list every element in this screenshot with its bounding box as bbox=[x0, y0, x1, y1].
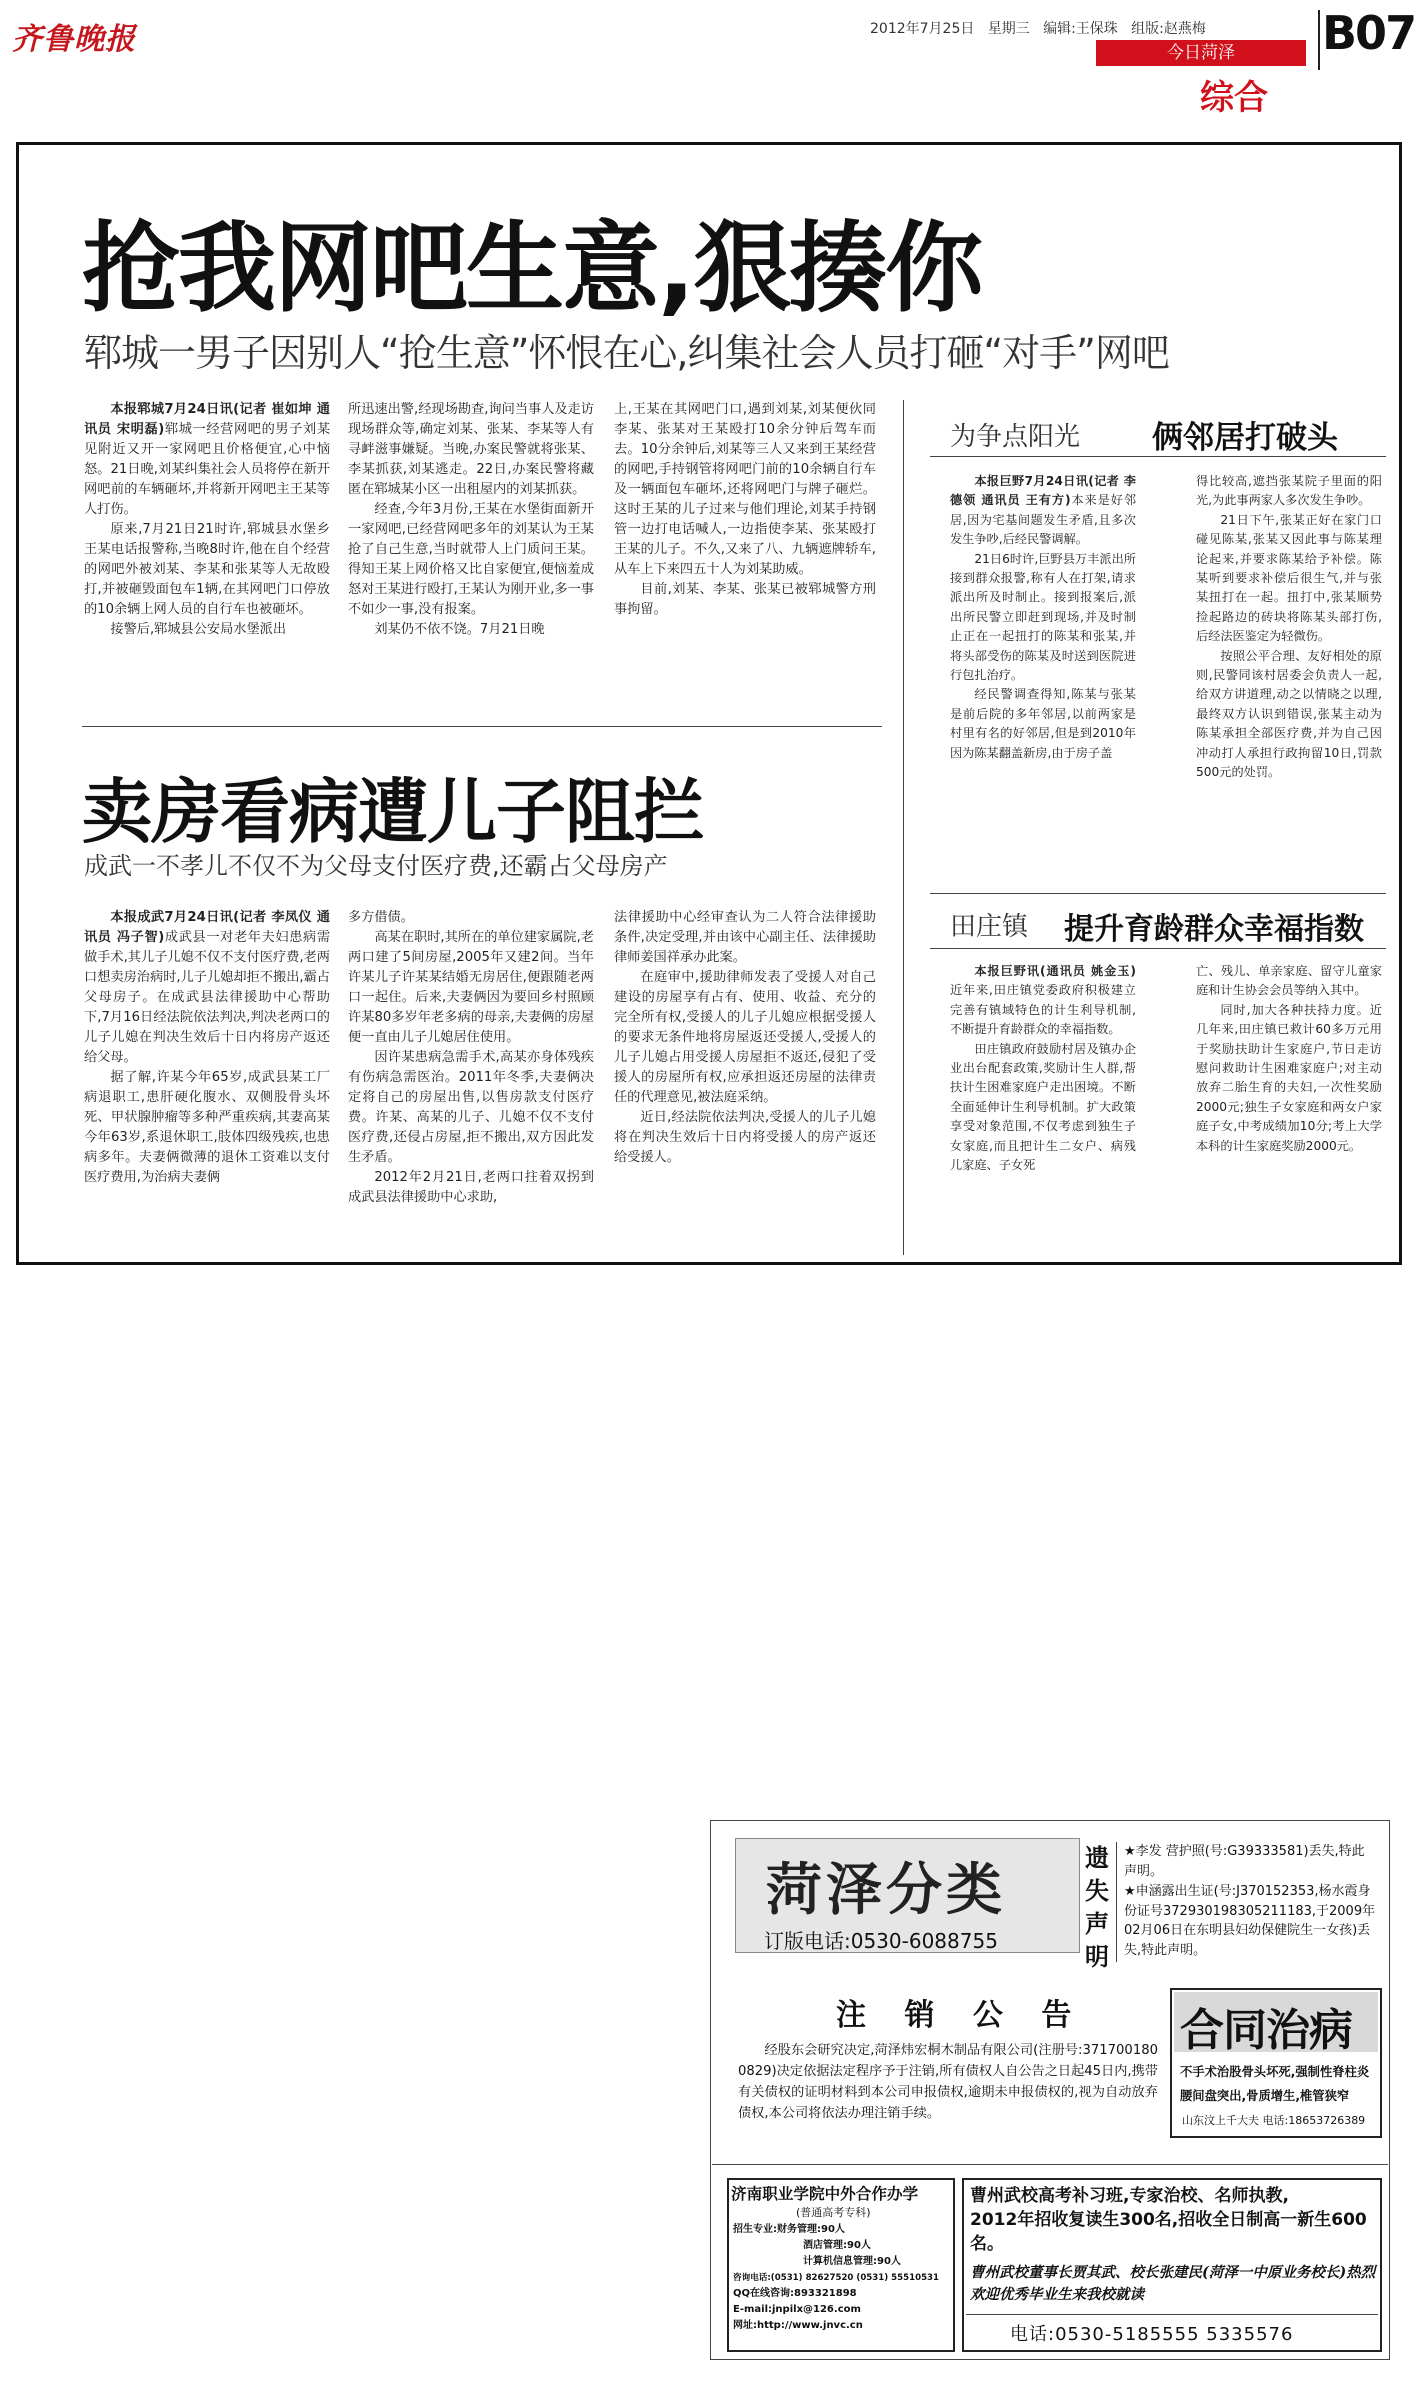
notice-title: 注 销 公 告 bbox=[836, 1998, 1086, 2033]
wuxiao-phone-rule bbox=[966, 2314, 1378, 2315]
article-column bbox=[1196, 472, 1382, 904]
wuxiao-text bbox=[970, 2184, 1376, 2256]
newspaper-logo: 齐鲁晚报 bbox=[12, 22, 136, 57]
hetong-title: 合同治病 bbox=[1180, 2005, 1352, 2056]
editor-credit: 编辑:王保珠 bbox=[1043, 21, 1118, 37]
paragraph: 得比较高,遮挡张某院子里面的阳光,为此事两家人多次发生争吵。 bbox=[1196, 474, 1382, 508]
headline-rule bbox=[930, 948, 1386, 949]
school-line: 计算机信息管理:90人 bbox=[803, 2256, 901, 2267]
dateline: 本报巨野7月24日讯(记者 李德领 通讯员 王有方) bbox=[950, 474, 1136, 508]
article-column bbox=[1196, 962, 1382, 1254]
section-tag: 今日菏泽 bbox=[1096, 40, 1306, 66]
hetong-line: 腰间盘突出,骨质增生,椎管狭窄 bbox=[1180, 2089, 1350, 2103]
paragraph: 据了解,许某今年65岁,成武县某工厂病退职工,患肝硬化腹水、双侧股骨头坏死、甲状腺肿瘤等多种严重疾病,其妻高某今年63岁,系退休职工,肢体四级残疾,也患病多年。夫妻俩微薄的退休工资难以支付医疗费用,为治病夫妻俩 bbox=[84, 1070, 330, 1185]
page-number: B07 bbox=[1322, 6, 1416, 60]
wuxiao-line: 曹州武校高考补习班,专家治校、名师执教, bbox=[970, 2186, 1289, 2206]
article-kicker: 田庄镇 bbox=[950, 912, 1029, 942]
paragraph: 本来是好邻居,因为宅基间题发生矛盾,且多次发生争吵,后经民警调解。 bbox=[950, 493, 1136, 547]
paragraph: 成武县一对老年夫妇患病需做手术,其儿子儿媳不仅不支付医疗费,老两口想卖房治病时,儿子儿媳却拒不搬出,霸占父母房子。在成武县法律援助中心帮助下,7月16日经法院依法判决,判决老两口的儿子儿媳在判决生效后十日内将房产返还给父母。 bbox=[84, 930, 330, 1065]
paragraph: 近日,经法院依法判决,受援人的儿子儿媳将在判决生效后十日内将受援人的房产返还给受援人。 bbox=[614, 1110, 876, 1165]
wuxiao-phone: 电话:0530-5185555 5335576 bbox=[1010, 2324, 1294, 2345]
classifieds-title: 菏泽分类 bbox=[766, 1857, 1006, 1923]
school-details bbox=[733, 2222, 951, 2334]
paragraph: 近年来,田庄镇党委政府积极建立完善有镇域特色的计生利导机制,不断提升育龄群众的幸福指数。 bbox=[950, 983, 1136, 1037]
paragraph: 同时,加大各种扶持力度。近几年来,田庄镇已救计60多万元用于奖励扶助计生家庭户,节日走访慰问救助计生困难家庭户;对主动放弃二胎生育的夫妇,一次性奖励2000元;独生子女家庭和两女户家庭子女,中考成绩加10分;考上大学本科的计生家庭奖励2000元。 bbox=[1196, 1002, 1382, 1153]
hetong-contact: 山东汶上千大夫 电话:18653726389 bbox=[1182, 2114, 1366, 2127]
paragraph: 21日下午,张某正好在家门口碰见陈某,张某又因此事与陈某理论起来,并要求陈某给予补偿。陈某听到要求补偿后很生气,并与张某扭打在一起。扭打中,张某顺势捡起路边的砖块将陈某头部打伤,后经法医鉴定为轻微伤。 bbox=[1196, 512, 1382, 644]
classifieds-phone: 订版电话:0530-6088755 bbox=[764, 1929, 998, 1953]
school-line: QQ在线咨询:893321898 bbox=[733, 2288, 857, 2299]
paragraph: 亡、残儿、单亲家庭、留守儿童家庭和计生协会会员等纳入其中。 bbox=[1196, 964, 1382, 998]
paragraph: 因许某患病急需手术,高某亦身体残疾有伤病急需医治。2011年冬季,夫妻俩决定将自己的房屋出售,以售房款支付医疗费。许某、高某的儿子、儿媳不仅不支付医疗费,还侵占房屋,拒不搬出,双方因此发生矛盾。 bbox=[348, 1050, 594, 1165]
article-column bbox=[614, 908, 876, 1253]
paragraph: 郓城一经营网吧的男子刘某见附近又开一家网吧且价格便宜,心中恼怒。21日晚,刘某纠集社会人员将停在新开网吧前的车辆砸坏,并将新开网吧主王某等人打伤。 bbox=[84, 422, 330, 517]
paragraph: 法律援助中心经审查认为二人符合法律援助条件,决定受理,并由该中心副主任、法律援助律师姜国祥承办此案。 bbox=[614, 910, 876, 965]
header-divider bbox=[1318, 10, 1320, 70]
article-column bbox=[950, 962, 1136, 1254]
school-line: 招生专业:财务管理:90人 bbox=[733, 2224, 845, 2235]
headline-rule bbox=[930, 456, 1386, 457]
article-column bbox=[84, 400, 330, 720]
article-divider bbox=[82, 726, 882, 727]
classifieds-divider bbox=[712, 2164, 1388, 2165]
wuxiao-slogan: 曹州武校董事长贾其武、校长张建民(菏泽一中原业务校长)热烈欢迎优秀毕业生来我校就读 bbox=[970, 2264, 1376, 2303]
article-column bbox=[348, 908, 594, 1253]
paragraph: 经民警调查得知,陈某与张某是前后院的多年邻居,以前两家是村里有名的好邻居,但是到2010年因为陈某翻盖新房,由于房子盖 bbox=[950, 687, 1136, 760]
article-headline: 提升育龄群众幸福指数 bbox=[1064, 912, 1364, 947]
article-headline: 抢我网吧生意,狠揍你 bbox=[82, 212, 982, 326]
column-divider bbox=[903, 400, 904, 1255]
paragraph: 21日6时许,巨野县万丰派出所接到群众报警,称有人在打架,请求派出所及时制止。接到报案后,派出所民警立即赶到现场,并及时制止正在一起扭打的陈某和张某,并将头部受伤的陈某及时送到医院进行包扎治疗。 bbox=[950, 551, 1136, 683]
article-kicker: 为争点阳光 bbox=[950, 422, 1081, 452]
paragraph: 田庄镇政府鼓励村居及镇办企业出台配套政策,奖励计生人群,帮扶计生困难家庭户走出困境。不断全面延伸计生利导机制。扩大政策享受对象范围,不仅考虑到独生子女家庭,而且把计生二女户、病残儿家庭、子女死 bbox=[950, 1041, 1136, 1173]
school-line: 酒店管理:90人 bbox=[803, 2240, 871, 2251]
school-line: 网址:http://www.jnvc.cn bbox=[733, 2320, 863, 2331]
dateline: 本报成武7月24日讯(记者 李凤仪 通讯员 冯子智) bbox=[84, 910, 330, 945]
article-headline: 卖房看病遭儿子阻拦 bbox=[82, 771, 703, 853]
paragraph: 经查,今年3月份,王某在水堡街面新开一家网吧,已经营网吧多年的刘某认为王某抢了自己生意,当时就带人上门质问王某。得知王某上网价格又比自家便宜,便恼羞成怒对王某进行殴打,王某认为刚开业,多一事不如少一事,没有报案。 bbox=[348, 502, 594, 617]
issue-weekday: 星期三 bbox=[987, 21, 1030, 37]
paragraph: 高某在职时,其所在的单位建家属院,老两口建了5间房屋,2005年又建2间。当年许某儿子许某某结婚无房居住,便跟随老两口一起住。后来,夫妻俩因为要回乡村照顾许某80多岁年老多病的母亲,夫妻俩的房屋便一直由儿子儿媳居住使用。 bbox=[348, 930, 594, 1045]
article-divider bbox=[930, 893, 1386, 894]
article-column bbox=[614, 400, 876, 720]
paragraph: 2012年2月21日,老两口拄着双拐到成武县法律援助中心求助, bbox=[348, 1170, 594, 1205]
school-line: 咨询电话:(0531) 82627520 (0531) 55510531 bbox=[733, 2273, 940, 2283]
hetong-line: 不手术治股骨头坏死,强制性脊柱炎 bbox=[1180, 2065, 1370, 2079]
lost-notice-divider bbox=[1116, 1842, 1117, 1962]
paragraph: 原来,7月21日21时许,郓城县水堡乡王某电话报警称,当晚8时许,他在自个经营的网吧外被刘某、李某和张某等人无故殴打,并被砸毁面包车1辆,在其网吧门口停放的10余辆上网人员的自行车也被砸坏。 bbox=[84, 522, 330, 617]
lost-notice-label: 遗失声明 bbox=[1085, 1844, 1109, 1971]
article-column bbox=[84, 908, 330, 1253]
paragraph: 在庭审中,援助律师发表了受援人对自己建设的房屋享有占有、使用、收益、充分的完全所有权,受援人的儿子儿媳应根据受援人的要求无条件地将房屋返还受援人,受援人的儿子儿媳占用受援人房屋拒不返还,侵犯了受援人的房屋所有权,应承担返还房屋的法律责任的代理意见,被法庭采纳。 bbox=[614, 970, 876, 1105]
paragraph: 接警后,郓城县公安局水堡派出 bbox=[110, 622, 287, 637]
designer-credit: 组版:赵燕梅 bbox=[1131, 21, 1206, 37]
school-title: 济南职业学院中外合作办学 bbox=[731, 2185, 919, 2203]
paragraph: 所迅速出警,经现场勘查,询问当事人及走访现场群众等,确定刘某、张某、李某等人有寻衅滋事嫌疑。当晚,办案民警就将张某、李某抓获,刘某逃走。22日,办案民警将藏匿在郓城某小区一出租屋内的刘某抓获。 bbox=[348, 402, 594, 497]
paragraph: 上,王某在其网吧门口,遇到刘某,刘某便伙同李某、张某对王某殴打10余分钟后驾车而去。10分余钟后,刘某等三人又来到王某经营的网吧,手持钢管将网吧门前的10余辆自行车及一辆面包车砸坏,还将网吧门与牌子砸烂。这时王某的儿子过来与他们理论,刘某手持钢管一边打电话喊人,一边指使李某、张某殴打王某的儿子。不久,又来了八、九辆遮牌轿车,从车上下来四五十人为刘某助威。 bbox=[614, 402, 876, 577]
dateline: 本报郓城7月24日讯(记者 崔如坤 通讯员 宋明磊) bbox=[84, 402, 330, 437]
article-headline: 俩邻居打破头 bbox=[1152, 420, 1338, 456]
notice-body: 经股东会研究决定,菏泽炜宏桐木制品有限公司(注册号:371700180 0829)决定依据法定程序予于注销,所有债权人自公告之日起45日内,携带有关债权的证明材料到本公司申报债权,逾期未申报债权的,视为自动放弃债权,本公司将依法办理注销手续。 bbox=[738, 2043, 1158, 2121]
article-subhead: 成武一不孝儿不仅不为父母支付医疗费,还霸占父母房产 bbox=[84, 852, 668, 880]
paragraph: 多方借债。 bbox=[348, 910, 414, 925]
article-column bbox=[950, 472, 1136, 904]
lost-notice-item: ★申涵露出生证(号:J370152353,杨水霞身份证号372930198305211183,于2009年02月06日在东明县妇幼保健院生一女孩)丢失,特此声明。 bbox=[1124, 1884, 1376, 1958]
wuxiao-line: 2012年招收复读生300名,招收全日制高一新生600名。 bbox=[970, 2210, 1367, 2254]
school-line: E-mail:jnpilx@126.com bbox=[733, 2304, 861, 2315]
article-subhead: 郓城一男子因别人“抢生意”怀恨在心,纠集社会人员打砸“对手”网吧 bbox=[84, 331, 1169, 375]
section-name: 综合 bbox=[1200, 78, 1268, 118]
dateline: 本报巨野讯(通讯员 姚金玉) bbox=[974, 964, 1136, 978]
article-column bbox=[348, 400, 594, 720]
school-subtitle: (普通高考专科) bbox=[796, 2206, 871, 2219]
lost-notice-item: ★李发 营护照(号:G39333581)丢失,特此声明。 bbox=[1124, 1844, 1365, 1879]
paragraph: 刘某仍不依不饶。7月21日晚 bbox=[374, 622, 545, 637]
issue-date: 2012年7月25日 bbox=[870, 21, 975, 37]
paragraph: 目前,刘某、李某、张某已被郓城警方刑事拘留。 bbox=[614, 582, 876, 617]
paragraph: 按照公平合理、友好相处的原则,民警同该村居委会负责人一起,给双方讲道理,动之以情晓之以理,最终双方认识到错误,张某主动为陈某承担全部医疗费,并为自己因冲动打人承担行政拘留10日,罚款500元的处罚。 bbox=[1196, 648, 1382, 780]
